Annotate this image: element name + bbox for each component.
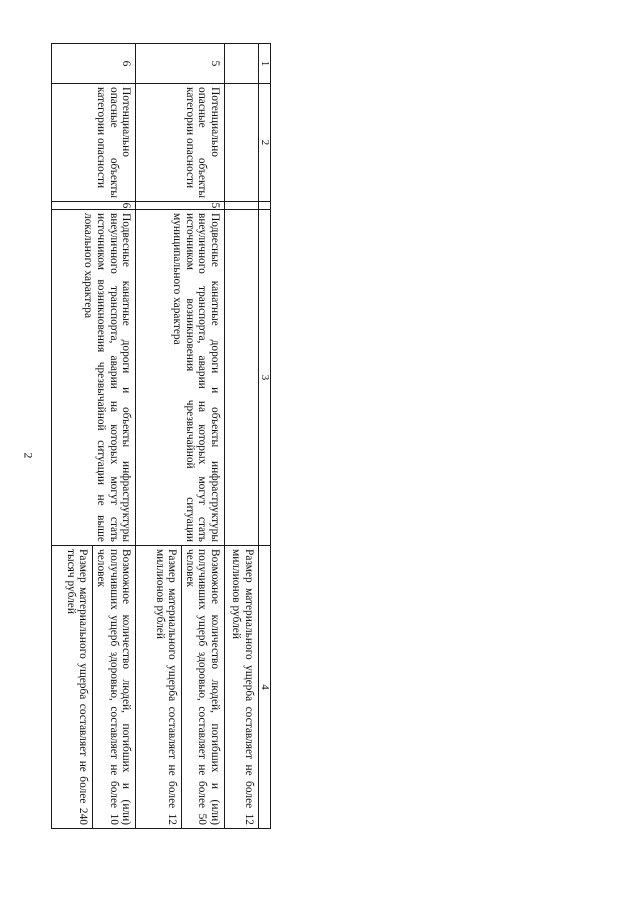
class-cell: 5	[136, 202, 225, 210]
header-col-4: 4	[259, 546, 271, 829]
criteria-cell: Размер материального ущерба составляет не более 12 миллионов рублей	[225, 546, 259, 829]
criteria-cell: Возможное количество людей, погибших и (или) получивших ущерб здоровью, составляет не более 10 человек	[93, 546, 136, 829]
class-cell: 6	[52, 202, 136, 210]
table-row	[93, 44, 136, 829]
header-col-1: 1	[259, 44, 271, 84]
class-cell	[225, 202, 259, 210]
row-number-cell: 6	[52, 44, 136, 84]
table-row	[225, 44, 259, 829]
object-name-cell: Потенциально опасные объекты категории опасности	[136, 84, 225, 202]
description-cell	[225, 210, 259, 546]
header-col-class	[259, 202, 271, 210]
table-row	[182, 44, 225, 829]
page-number: 2	[21, 452, 36, 459]
object-name-cell	[225, 84, 259, 202]
header-col-2: 2	[259, 84, 271, 202]
table-header-row	[259, 44, 271, 829]
row-number-cell: 5	[136, 44, 225, 84]
criteria-cell: Размер материального ущерба составляет не более 240 тысяч рублей	[52, 546, 93, 829]
row-number-cell	[225, 44, 259, 84]
header-col-3: 3	[259, 210, 271, 546]
document-table-container	[57, 43, 271, 828]
object-name-cell: Потенциально опасные объекты категории опасности	[52, 84, 136, 202]
description-cell: Подвесные канатные дороги и объекты инфраструктуры внеуличного транспорта, аварии на которых могут стать источником возникновения чрезвычайной ситуации не выше локального характера	[52, 210, 136, 546]
hazard-classification-table	[51, 43, 271, 829]
criteria-cell: Размер материального ущерба составляет не более 12 миллионов рублей	[136, 546, 182, 829]
description-cell: Подвесные канатные дороги и объекты инфраструктуры внеуличного транспорта, аварии на которых могут стать источником возникновения чрезвычайной ситуации муниципального характера	[136, 210, 225, 546]
criteria-cell: Возможное количество людей, погибших и (или) получивших ущерб здоровью, составляет не более 50 человек	[182, 546, 225, 829]
